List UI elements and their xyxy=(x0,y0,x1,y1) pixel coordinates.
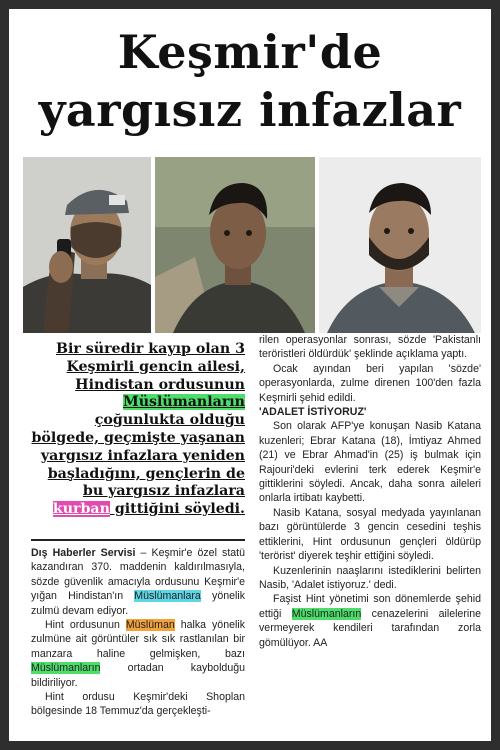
lead-highlight-victim: kurban xyxy=(52,501,110,518)
right-para-5: Kuzenlerinin naaşlarını istediklerini belirten Nasib, 'Adalet istiyoruz.' dedi. xyxy=(259,564,481,591)
right-column xyxy=(259,333,481,650)
left-column xyxy=(31,546,245,719)
right-para-1: rilen operasyonlar sonrası, sözde 'Pakistanlı teröristleri öldürdük' şeklinde açıklama yaptı. xyxy=(259,334,481,361)
lead-highlight-muslims: Müslümanların xyxy=(123,394,245,411)
subheading: 'ADALET İSTİYORUZ' xyxy=(259,406,367,419)
right-para-2: Ocak ayından beri yapılan 'sözde' operasyonlarda, zulme direnen 100'den fazla Keşmirli şehid edildi. xyxy=(259,362,481,404)
lead-paragraph xyxy=(31,341,245,519)
lead-text-3: gittiğini söyledi. xyxy=(109,501,245,518)
right-para-3: Son olarak AFP'ye konuşan Nasib Katana kuzenleri; Ebrar Katana (18), İmtiyaz Ahmed (21) ve Ebrar Ahmad'in (25) iş bulmak için Rajouri'deki evlerini terk ederek Keşmir'e gittiklerini söyledi. Ancak, daha sonra aileleri onlarla irtibatı kaybetti. xyxy=(259,420,481,505)
left-para-2-text-c: ortadan kaybolduğu bildiriliyor. xyxy=(31,662,245,689)
highlight-muslims-cyan: Müslümanlara xyxy=(134,590,201,603)
headline-line-2: yargısız infazlar xyxy=(38,83,462,137)
photo-man-with-beard xyxy=(319,157,481,333)
right-para-4: Nasib Katana, sosyal medyada yayınlanan bazı görüntülerde 3 gencin cesedini teşhis ettiklerini, Hint ordusunun gençleri öldürüp 'terörist' diyerek teşhir ettiğini söyledi. xyxy=(259,506,481,563)
lead-text-1: Bir süredir kayıp olan 3 Keşmirli gencin ailesi, Hindistan ordusunun xyxy=(55,341,245,393)
highlight-muslims-green-2: Müslümanların xyxy=(291,607,362,620)
headline-line-1: Keşmir'de xyxy=(117,25,383,79)
highlight-muslims-green: Müslümanların xyxy=(31,662,101,675)
left-para-2-text-a: Hint ordusunun xyxy=(45,619,126,632)
left-para-2 xyxy=(31,618,245,690)
lead-text-2: çoğunlukta olduğu bölgede, geçmişte yaşanan yargısız infazlara yeniden başladığını, gençlerin de bu yargısız infazlara xyxy=(31,412,245,500)
right-para-6 xyxy=(259,592,481,650)
right-para-6-text-a: Faşist Hint yönetimi son dönemlerde şehid ettiği xyxy=(259,593,481,620)
right-para-6-text-b: cenazelerini ailelerine vermeyerek kendileri tarafından zorla gömülüyor. AA xyxy=(259,607,481,649)
left-para-1 xyxy=(31,546,245,618)
photo-young-man-outdoors xyxy=(155,157,315,333)
highlight-muslim-orange: Müslüman xyxy=(125,619,175,632)
left-para-1-text-a: – Keşmir'e özel statü kazandıran 370. maddenin kaldırılmasıyla, sözde güvenlik amacıyla ordusunu Keşmir'e yığan Hindistan'ın xyxy=(31,547,245,603)
left-para-2-text-b: halka yönelik zulmüne ait görüntüler sık sık rastlanılan bir manzara haline gelmişken, bazı xyxy=(31,619,245,660)
left-para-1-text-b: yönelik zulmü devam ediyor. xyxy=(31,590,245,617)
left-para-3: Hint ordusu Keşmir'deki Shoplan bölgesinde 18 Temmuz'da gerçekleşti- xyxy=(31,691,245,718)
photo-man-on-phone xyxy=(23,157,151,333)
separator-rule xyxy=(31,539,245,541)
newspaper-page xyxy=(9,9,491,741)
byline: Dış Haberler Servisi xyxy=(31,547,136,559)
